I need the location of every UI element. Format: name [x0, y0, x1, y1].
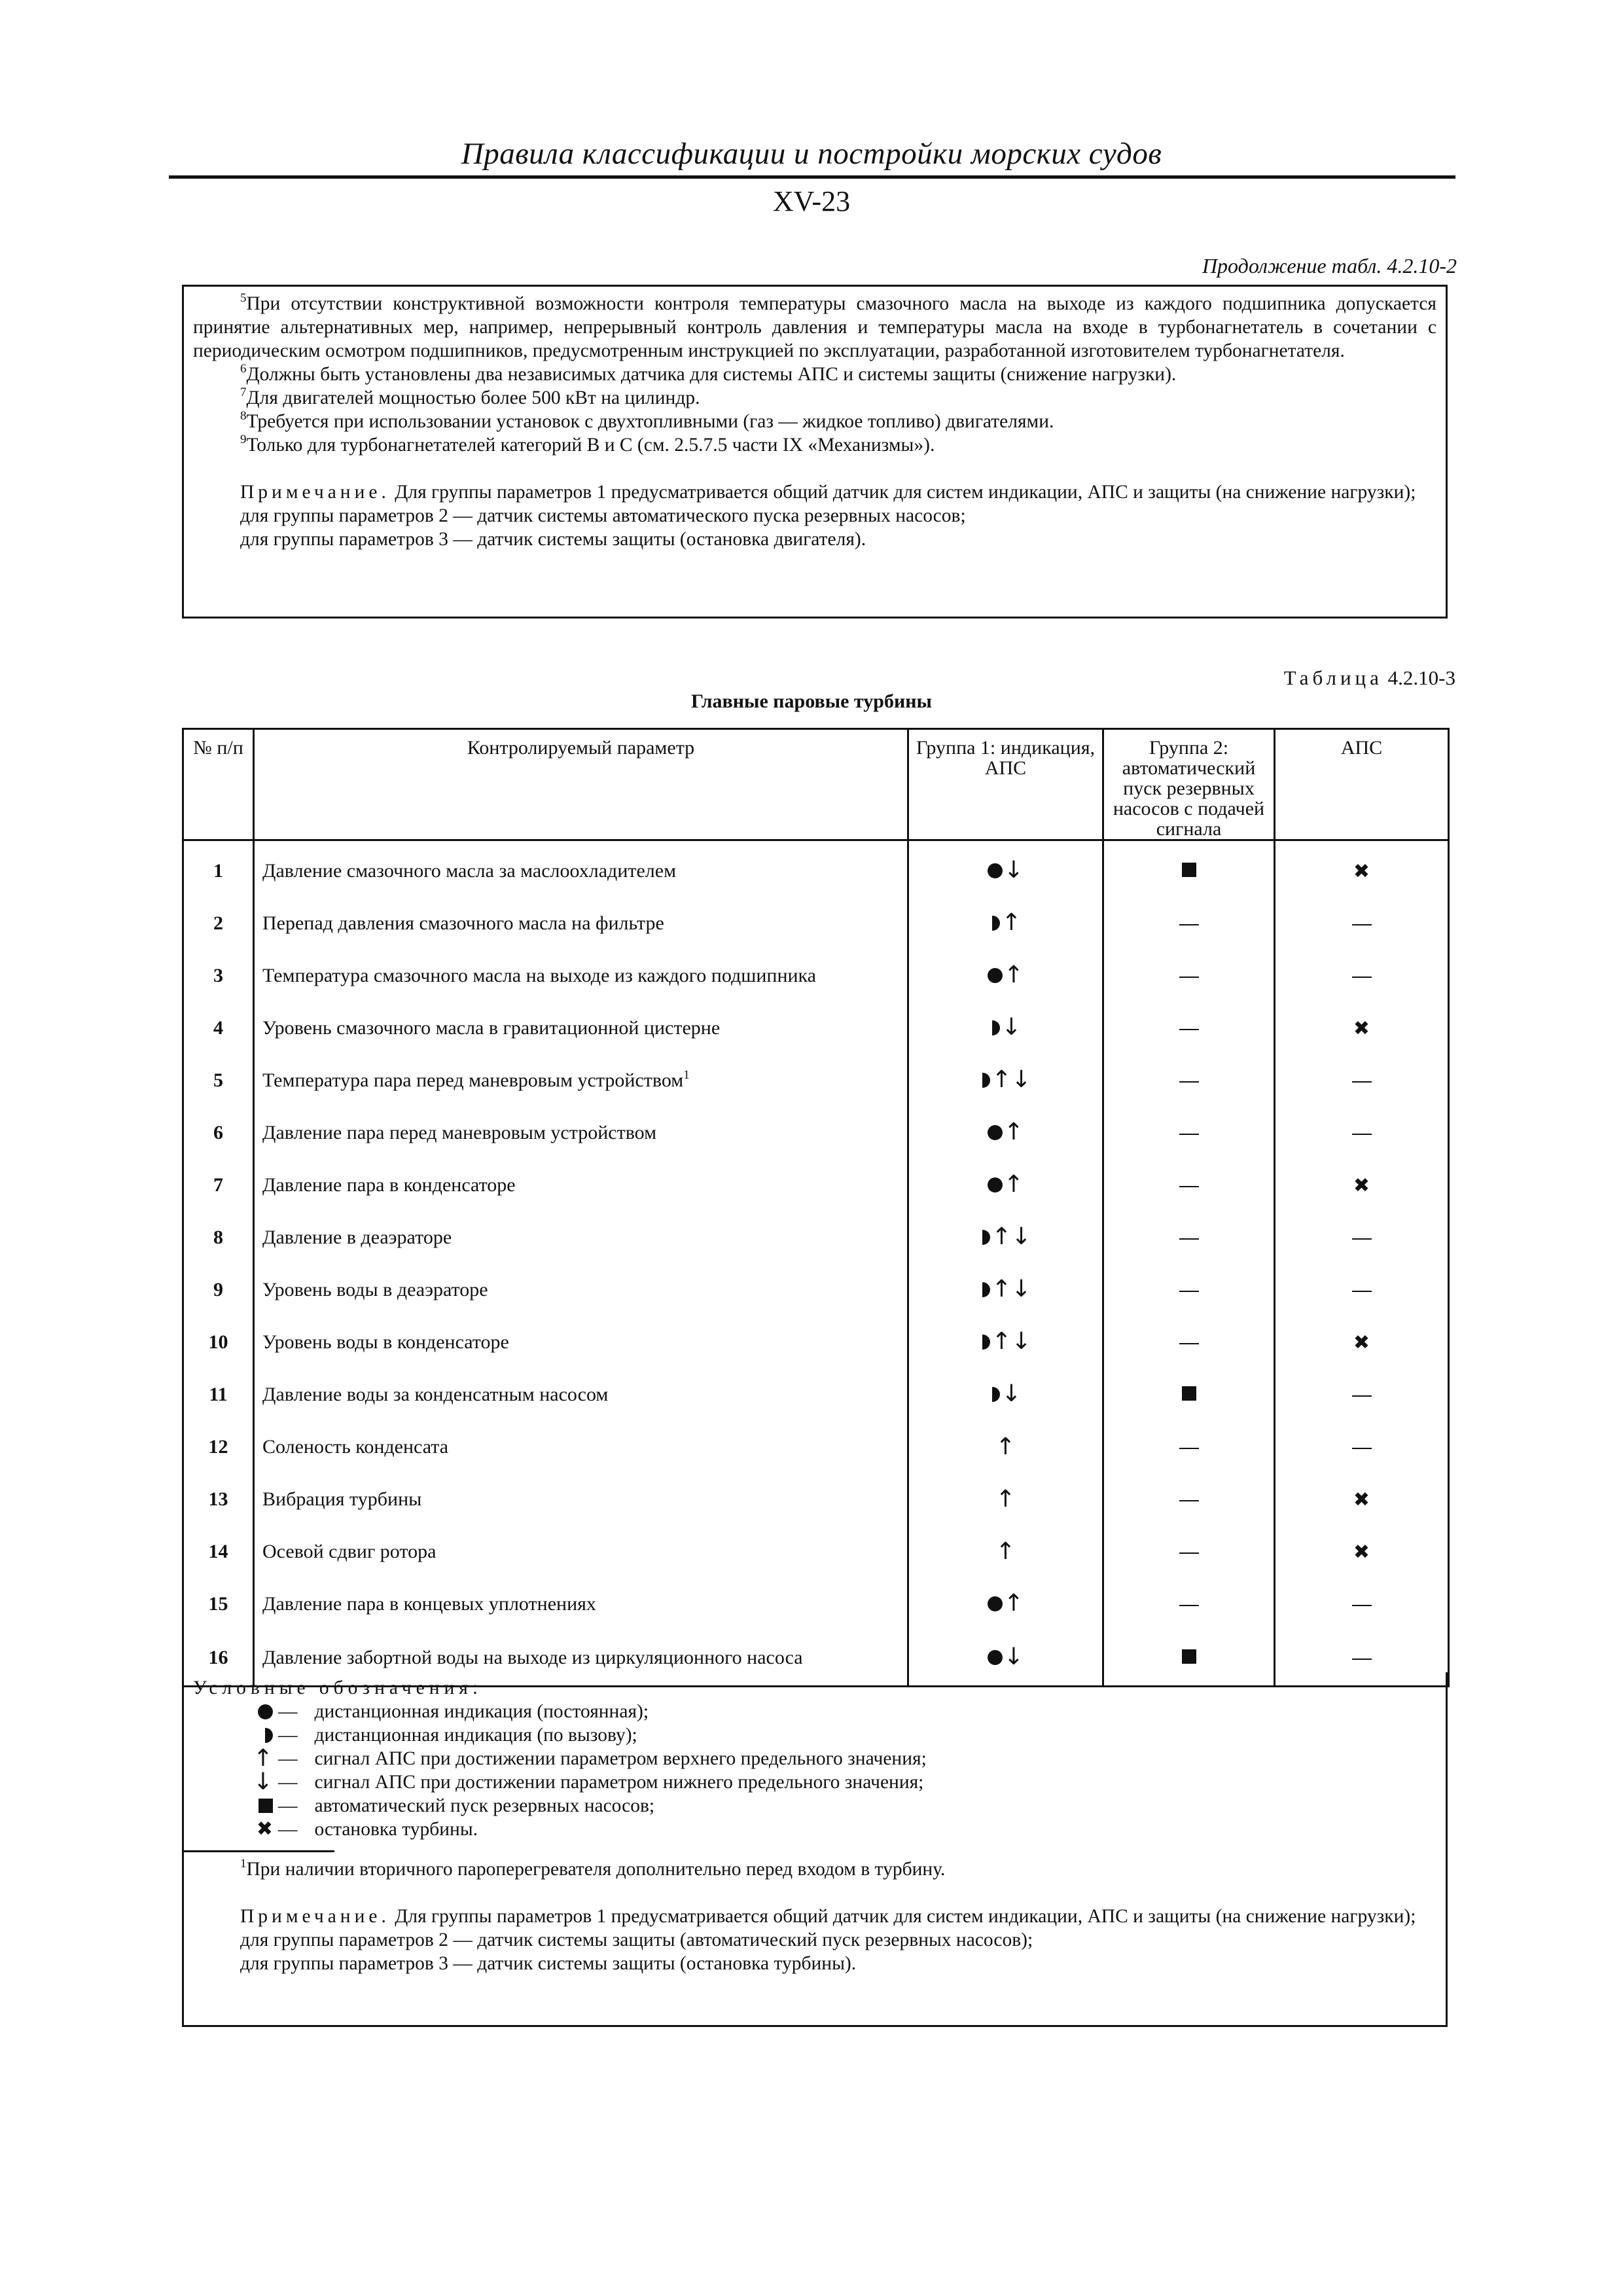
row-number: 3: [183, 950, 254, 1002]
page-number: XV-23: [772, 185, 851, 217]
dash-icon: [1179, 1343, 1199, 1344]
filled-circle-icon: [988, 968, 1003, 983]
row-aps: [1275, 1526, 1449, 1578]
half-circle-icon: [992, 1020, 1000, 1035]
row-group2: [1103, 1473, 1275, 1526]
footnote-mark: 5: [240, 291, 247, 305]
dash-icon: [1179, 1500, 1199, 1501]
dash-icon: [1179, 1238, 1199, 1240]
arrow-icon: ↑: [1003, 1119, 1024, 1146]
table-row: [183, 1159, 1449, 1211]
dash-icon: [1352, 1238, 1372, 1240]
footnote-7: [193, 386, 1436, 410]
row-group2: [1103, 1578, 1275, 1630]
note-label: Примечание.: [240, 482, 390, 503]
arrow-icon: ↑↓: [991, 1223, 1031, 1251]
cross-icon: ✖: [1353, 1174, 1370, 1197]
legend-item: [193, 1770, 1436, 1794]
row-group2: [1103, 1316, 1275, 1369]
group1-symbol: [995, 1485, 1016, 1513]
dash-icon: [1352, 1448, 1372, 1449]
note-text: Для группы параметров 1 предусматривается общий датчик для систем индикации, АПС и защиты (на снижение нагрузки);: [395, 482, 1416, 503]
table-row: [183, 897, 1449, 950]
filled-circle-icon: [258, 1704, 273, 1719]
table-row: [183, 1264, 1449, 1316]
arrow-icon: ↓: [1003, 857, 1024, 884]
note-label: Примечание.: [240, 1906, 390, 1927]
arrow-down-icon: ↓: [253, 1768, 273, 1795]
note-line: для группы параметров 2 — датчик системы защиты (автоматический пуск резервных насосов);: [240, 1929, 1033, 1950]
group1-symbol: [988, 1645, 1024, 1669]
row-group1: [908, 1264, 1103, 1316]
dash-icon: [1179, 1291, 1199, 1292]
group1-symbol: [988, 1592, 1024, 1615]
parameter-text: Давление забортной воды на выходе из циркуляционного насоса: [262, 1647, 803, 1668]
row-parameter: [254, 1526, 908, 1578]
note-paragraph: [193, 1905, 1436, 1928]
arrow-icon: ↑: [1003, 1590, 1024, 1617]
parameter-text: Уровень смазочного масла в гравитационной цистерне: [262, 1017, 721, 1039]
parameter-text: Перепад давления смазочного масла на фильтре: [262, 912, 664, 934]
row-aps: [1275, 1264, 1449, 1316]
row-group2: [1103, 1002, 1275, 1054]
half-circle-icon: [982, 1230, 990, 1245]
parameter-text: Давление воды за конденсатным насосом: [262, 1384, 609, 1405]
footnote-mark: 8: [240, 409, 247, 423]
row-group2: [1103, 1054, 1275, 1107]
table-row: [183, 1526, 1449, 1578]
dash-icon: [1179, 1029, 1199, 1030]
footnote-separator: [184, 1850, 334, 1852]
header-rule: [169, 175, 1455, 179]
half-circle-icon: [982, 1282, 990, 1297]
row-parameter: [254, 1316, 908, 1369]
note-text: Для группы параметров 1 предусматривается общий датчик для систем индикации, АПС и защиты (на снижение нагрузки);: [395, 1906, 1416, 1927]
cross-icon: ✖: [1353, 1540, 1370, 1564]
row-group1: [908, 1211, 1103, 1264]
row-parameter: [254, 1578, 908, 1630]
legend-dash: —: [278, 1725, 298, 1746]
filled-circle-icon: [988, 863, 1003, 878]
row-group2: [1103, 1264, 1275, 1316]
legend-text: дистанционная индикация (постоянная);: [314, 1701, 649, 1722]
table-header-row: [183, 729, 1449, 840]
group1-symbol: [990, 1016, 1021, 1039]
header-param: Контролируемый параметр: [254, 729, 908, 840]
row-aps: [1275, 1107, 1449, 1159]
row-parameter: [254, 1211, 908, 1264]
row-number: 10: [183, 1316, 254, 1369]
legend-item: [193, 1723, 1436, 1747]
cross-icon: ✖: [1353, 1488, 1370, 1511]
parameter-text: Давление пара в концевых уплотнениях: [262, 1593, 596, 1615]
row-parameter: [254, 1473, 908, 1526]
half-circle-icon: [265, 1728, 273, 1743]
row-group2: [1103, 897, 1275, 950]
row-group2: [1103, 1369, 1275, 1421]
filled-square-icon: [1182, 1649, 1196, 1664]
row-group1: [908, 1421, 1103, 1473]
arrow-icon: ↓: [1001, 1380, 1022, 1408]
legend-text: автоматический пуск резервных насосов;: [314, 1795, 655, 1816]
legend-text: сигнал АПС при достижении параметром нижнего предельного значения;: [314, 1772, 924, 1793]
legend-dash: —: [278, 1748, 298, 1769]
row-parameter: [254, 1002, 908, 1054]
parameter-text: Уровень воды в деаэраторе: [262, 1279, 488, 1300]
row-aps: [1275, 1369, 1449, 1421]
row-number: 1: [183, 840, 254, 898]
row-number: 5: [183, 1054, 254, 1107]
parameter-text: Давление смазочного масла за маслоохладителем: [262, 860, 677, 882]
legend-text: сигнал АПС при достижении параметром верхнего предельного значения;: [314, 1748, 927, 1769]
table-body: [183, 840, 1449, 1687]
arrow-icon: ↑: [995, 1485, 1016, 1513]
group1-symbol: [988, 1121, 1024, 1144]
row-parameter: [254, 1264, 908, 1316]
parameter-text: Давление пара в конденсаторе: [262, 1174, 516, 1196]
group1-symbol: [990, 1382, 1021, 1406]
parameter-text: Температура пара перед маневровым устройством: [262, 1069, 684, 1091]
legend-item: [193, 1794, 1436, 1818]
row-group2: [1103, 1211, 1275, 1264]
filled-square-icon: [259, 1799, 273, 1813]
dash-icon: [1179, 1448, 1199, 1449]
arrow-icon: ↓: [1001, 1014, 1022, 1041]
row-aps: [1275, 1316, 1449, 1369]
steam-turbine-table: [182, 728, 1450, 1687]
footnote-text: При наличии вторичного пароперегревателя дополнительно перед входом в турбину.: [246, 1859, 946, 1880]
group1-symbol: [988, 963, 1024, 987]
legend-text: дистанционная индикация (по вызову);: [314, 1725, 637, 1746]
half-circle-icon: [992, 916, 1000, 931]
footnote-text: При отсутствии конструктивной возможности контроля температуры смазочного масла на выходе из каждого подшипника допускается принятие альтернативных мер, например, непрерывный контроль давления и температуры масла на входе в турбонагнетатель в сочетании с периодическим осмотром подшипников, предусмотренным инструкцией по эксплуатации, разработанной изготовителем турбонагнетателя.: [193, 293, 1436, 361]
note-line: для группы параметров 2 — датчик системы автоматического пуска резервных насосов;: [240, 505, 966, 526]
filled-circle-icon: [988, 1177, 1003, 1193]
footnote-text: Требуется при использовании установок с двухтопливными (газ — жидкое топливо) двигателями.: [246, 411, 1054, 432]
arrow-icon: ↑: [1001, 909, 1022, 937]
row-group1: [908, 1369, 1103, 1421]
table-row: [183, 1211, 1449, 1264]
legend-item: [193, 1747, 1436, 1770]
dash-icon: [1352, 1395, 1372, 1397]
legend-dash: —: [278, 1795, 298, 1816]
footnote-text: Только для турбонагнетателей категорий В и С (см. 2.5.7.5 части IX «Механизмы»).: [246, 435, 935, 456]
row-group1: [908, 1316, 1103, 1369]
footnote-mark: 6: [240, 362, 247, 376]
row-group2: [1103, 950, 1275, 1002]
row-group1: [908, 1159, 1103, 1211]
row-number: 8: [183, 1211, 254, 1264]
footnote-mark: 7: [240, 386, 247, 399]
spacer: [193, 1881, 1436, 1905]
arrow-icon: ↑: [1003, 1171, 1024, 1198]
previous-table-notes: [182, 285, 1448, 619]
row-aps: [1275, 950, 1449, 1002]
group1-symbol: [980, 1225, 1031, 1249]
dash-icon: [1179, 924, 1199, 925]
dash-icon: [1352, 1659, 1372, 1660]
parameter-text: Давление в деаэраторе: [262, 1227, 452, 1248]
note-line: для группы параметров 3 — датчик системы защиты (остановка турбины).: [240, 1953, 857, 1974]
table-word: Таблица: [1283, 666, 1383, 689]
row-aps: [1275, 897, 1449, 950]
footnote-mark: 1: [240, 1857, 247, 1871]
row-aps: [1275, 1211, 1449, 1264]
parameter-text: Соленость конденсата: [262, 1436, 449, 1458]
row-number: 14: [183, 1526, 254, 1578]
running-title: Правила классификации и постройки морских судов: [461, 137, 1162, 171]
half-circle-icon: [982, 1073, 990, 1088]
group1-symbol: [980, 1278, 1031, 1301]
cross-icon: ✖: [256, 1818, 273, 1840]
footnote-1: [193, 1857, 1436, 1881]
group1-symbol: [988, 859, 1024, 882]
group1-symbol: [980, 1330, 1031, 1354]
group1-symbol: [988, 1173, 1024, 1196]
parameter-text: Уровень воды в конденсаторе: [262, 1331, 509, 1353]
legend-dash: —: [278, 1701, 298, 1722]
table-number: 4.2.10-3: [1387, 666, 1455, 689]
dash-icon: [1352, 1134, 1372, 1135]
dash-icon: [1352, 924, 1372, 925]
table-row: [183, 950, 1449, 1002]
half-circle-icon: [992, 1387, 1000, 1402]
parameter-text: Давление пара перед маневровым устройством: [262, 1122, 657, 1143]
row-number: 16: [183, 1630, 254, 1687]
row-group1: [908, 897, 1103, 950]
row-group1: [908, 1002, 1103, 1054]
dash-icon: [1179, 1552, 1199, 1554]
row-aps: [1275, 1002, 1449, 1054]
half-circle-icon: [982, 1335, 990, 1350]
spacer: [193, 457, 1436, 480]
arrow-icon: ↓: [1003, 1643, 1024, 1671]
row-group1: [908, 1473, 1103, 1526]
continuation-label: Продолжение табл. 4.2.10-2: [1202, 254, 1457, 278]
footnote-6: [193, 363, 1436, 386]
row-aps: [1275, 840, 1449, 898]
table-row: [183, 840, 1449, 898]
row-group1: [908, 840, 1103, 898]
row-number: 7: [183, 1159, 254, 1211]
legend-text: остановка турбины.: [314, 1819, 478, 1840]
legend-item: [193, 1700, 1436, 1723]
row-group2: [1103, 1526, 1275, 1578]
dash-icon: [1352, 977, 1372, 978]
row-parameter: [254, 1054, 908, 1107]
row-number: 13: [183, 1473, 254, 1526]
row-number: 15: [183, 1578, 254, 1630]
dash-icon: [1179, 1081, 1199, 1083]
row-group1: [908, 1578, 1103, 1630]
group1-symbol: [990, 911, 1021, 935]
row-number: 6: [183, 1107, 254, 1159]
row-group2: [1103, 840, 1275, 898]
table-row: [183, 1421, 1449, 1473]
footnote-text: Для двигателей мощностью более 500 кВт на цилиндр.: [246, 387, 700, 408]
legend-dash: —: [278, 1819, 298, 1840]
footnote-mark: 1: [683, 1068, 690, 1082]
row-number: 12: [183, 1421, 254, 1473]
row-aps: [1275, 1578, 1449, 1630]
arrow-icon: ↑↓: [991, 1066, 1031, 1094]
dash-icon: [1352, 1605, 1372, 1606]
row-number: 2: [183, 897, 254, 950]
filled-circle-icon: [988, 1125, 1003, 1140]
arrow-icon: ↑↓: [991, 1328, 1031, 1355]
table-title: Главные паровые турбины: [691, 691, 932, 712]
parameter-text: Температура смазочного масла на выходе из каждого подшипника: [262, 965, 816, 986]
group1-symbol: [995, 1537, 1016, 1565]
footnote-5: [193, 292, 1436, 363]
cross-icon: ✖: [1353, 1331, 1370, 1354]
table-number-label: [1284, 666, 1455, 690]
legend-and-notes: [182, 1672, 1448, 2027]
row-parameter: [254, 1159, 908, 1211]
parameter-text: Вибрация турбины: [262, 1488, 422, 1510]
dash-icon: [1352, 1081, 1372, 1083]
parameter-text: Осевой сдвиг ротора: [262, 1541, 437, 1562]
row-group1: [908, 1526, 1103, 1578]
row-parameter: [254, 840, 908, 898]
row-group1: [908, 1107, 1103, 1159]
row-group2: [1103, 1421, 1275, 1473]
footnote-text: Должны быть установлены два независимых датчика для системы АПС и системы защиты (снижение нагрузки).: [246, 364, 1177, 385]
row-parameter: [254, 1107, 908, 1159]
footnote-9: [193, 433, 1436, 457]
arrow-icon: ↑: [995, 1433, 1016, 1460]
row-number: 11: [183, 1369, 254, 1421]
group1-symbol: [980, 1068, 1031, 1092]
table-row: [183, 1578, 1449, 1630]
legend-dash: —: [278, 1772, 298, 1793]
arrow-up-icon: ↑: [253, 1745, 273, 1772]
row-number: 4: [183, 1002, 254, 1054]
row-aps: [1275, 1473, 1449, 1526]
filled-square-icon: [1182, 1386, 1196, 1401]
dash-icon: [1179, 1605, 1199, 1606]
table-row: [183, 1002, 1449, 1054]
note-paragraph: [193, 480, 1436, 504]
header-num: № п/п: [183, 729, 254, 840]
header-aps: АПС: [1275, 729, 1449, 840]
header-group1: Группа 1: индикация, АПС: [908, 729, 1103, 840]
row-parameter: [254, 1421, 908, 1473]
footnote-mark: 9: [240, 433, 247, 446]
filled-square-icon: [1182, 863, 1196, 877]
table-row: [183, 1369, 1449, 1421]
footnote-8: [193, 410, 1436, 433]
dash-icon: [1179, 977, 1199, 978]
header-group2: Группа 2: автоматический пуск резервных насосов с подачей сигнала: [1103, 729, 1275, 840]
dash-icon: [1352, 1291, 1372, 1292]
table-row: [183, 1107, 1449, 1159]
row-group2: [1103, 1107, 1275, 1159]
note-line: для группы параметров 3 — датчик системы защиты (остановка двигателя).: [240, 529, 866, 550]
row-aps: [1275, 1421, 1449, 1473]
table-row: [183, 1054, 1449, 1107]
legend-item: [193, 1818, 1436, 1841]
cross-icon: ✖: [1353, 859, 1370, 883]
row-group1: [908, 1054, 1103, 1107]
cross-icon: ✖: [1353, 1016, 1370, 1040]
row-parameter: [254, 897, 908, 950]
row-parameter: [254, 950, 908, 1002]
filled-circle-icon: [988, 1650, 1003, 1665]
row-number: 9: [183, 1264, 254, 1316]
row-group1: [908, 950, 1103, 1002]
dash-icon: [1179, 1186, 1199, 1187]
legend-title: Условные обозначения:: [193, 1677, 483, 1698]
group1-symbol: [995, 1435, 1015, 1459]
row-group2: [1103, 1159, 1275, 1211]
table-row: [183, 1473, 1449, 1526]
filled-circle-icon: [988, 1596, 1003, 1611]
dash-icon: [1179, 1134, 1199, 1135]
row-aps: [1275, 1054, 1449, 1107]
arrow-icon: ↑: [1003, 961, 1024, 989]
table-row: [183, 1316, 1449, 1369]
arrow-icon: ↑↓: [991, 1276, 1031, 1303]
row-parameter: [254, 1369, 908, 1421]
arrow-icon: ↑: [995, 1537, 1016, 1565]
row-aps: [1275, 1159, 1449, 1211]
